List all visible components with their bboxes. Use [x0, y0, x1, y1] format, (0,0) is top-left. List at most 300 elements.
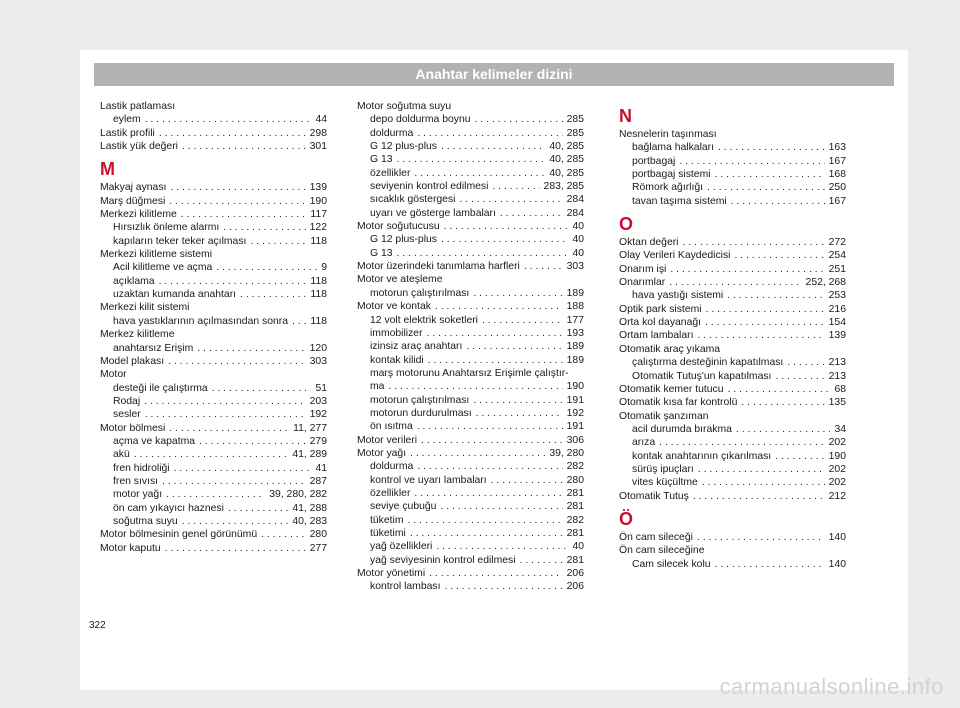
entry-label: seviyenin kontrol edilmesi — [370, 181, 489, 193]
page-reference: 139 — [309, 182, 327, 194]
index-subentry — [100, 382, 327, 395]
entry-label: Motor bölmesi — [100, 422, 166, 434]
index-entry — [100, 422, 327, 435]
dot-leader — [145, 113, 312, 126]
index-entry — [619, 276, 846, 289]
entry-label: Motor soğutucusu — [357, 221, 440, 233]
entry-label: sıcaklık göstergesi — [370, 194, 456, 206]
dot-leader — [475, 113, 563, 126]
index-subentry — [357, 233, 584, 246]
page-reference: 272 — [828, 237, 846, 249]
dot-leader — [159, 127, 306, 140]
entry-label: Ön cam sileceği — [619, 531, 693, 543]
entry-label: yağ seviyesinin kontrol edilmesi — [370, 554, 516, 566]
entry-label: kontrol lambası — [370, 581, 441, 593]
index-subentry — [357, 487, 584, 500]
dot-leader — [397, 153, 546, 166]
dot-leader — [388, 380, 562, 393]
page-reference: 193 — [566, 327, 584, 339]
entry-label: vites küçültme — [632, 477, 698, 489]
index-letter-heading: O — [619, 214, 634, 235]
entry-label: seviye çubuğu — [370, 501, 437, 513]
dot-leader — [520, 554, 563, 567]
index-subentry — [357, 287, 584, 300]
index-entry — [619, 329, 846, 342]
page-reference: 167 — [828, 195, 846, 207]
entry-label: çalıştırma desteğinin kapatılması — [632, 357, 784, 369]
dot-leader — [473, 287, 562, 300]
page-reference: 40 — [572, 541, 584, 553]
dot-leader — [444, 220, 569, 233]
page-reference: 202 — [828, 477, 846, 489]
index-subentry — [357, 394, 584, 407]
dot-leader — [441, 233, 568, 246]
index-entry — [619, 490, 846, 503]
page-reference: 39, 280, 282 — [269, 489, 327, 501]
entry-label: tüketim — [370, 514, 404, 526]
dot-leader — [683, 236, 825, 249]
page-reference: 281 — [566, 487, 584, 499]
index-entry — [100, 248, 327, 261]
entry-label: özellikler — [370, 167, 411, 179]
entry-label: doldurma — [370, 127, 414, 139]
page-reference: 118 — [310, 289, 327, 301]
index-letter-heading: M — [100, 159, 115, 180]
index-subentry — [619, 558, 846, 571]
dot-leader — [731, 195, 825, 208]
dot-leader — [159, 275, 307, 288]
index-entry — [100, 528, 327, 541]
dot-leader — [410, 527, 563, 540]
page-reference: 140 — [828, 558, 846, 570]
page-reference: 190 — [309, 195, 327, 207]
index-subentry — [357, 474, 584, 487]
index-entry — [619, 343, 846, 356]
index-entry — [357, 300, 584, 313]
entry-label: kontrol ve uyarı lambaları — [370, 474, 487, 486]
page-reference: 190 — [566, 381, 584, 393]
entry-label: Motor kaputu — [100, 542, 161, 554]
dot-leader — [162, 475, 306, 488]
entry-label: bağlama halkaları — [632, 142, 715, 154]
entry-label: Motor bölmesinin genel görünümü — [100, 529, 258, 541]
entry-label: 12 volt elektrik soketleri — [370, 314, 478, 326]
page-reference: 212 — [828, 490, 846, 502]
index-subentry — [357, 327, 584, 340]
entry-label: Optik park sistemi — [619, 303, 702, 315]
dot-leader — [216, 261, 317, 274]
dot-leader — [715, 168, 825, 181]
page-reference: 139 — [828, 330, 846, 342]
index-entry — [357, 100, 584, 113]
dot-leader — [417, 420, 563, 433]
entry-label: Merkez kilitleme — [100, 329, 175, 341]
entry-label: Motor yönetimi — [357, 568, 426, 580]
page-reference: 202 — [828, 437, 846, 449]
entry-label: Makyaj aynası — [100, 182, 167, 194]
entry-label: Merkezi kilitleme — [100, 209, 177, 221]
entry-label: motorun çalıştırılması — [370, 394, 470, 406]
dot-leader — [702, 476, 825, 489]
entry-label: Lastik profili — [100, 127, 155, 139]
dot-leader — [491, 474, 563, 487]
dot-leader — [240, 288, 306, 301]
dot-leader — [444, 580, 562, 593]
page-reference: 192 — [566, 407, 584, 419]
page-reference: 118 — [310, 315, 327, 327]
entry-label: kontak kilidi — [370, 354, 424, 366]
index-subentry — [357, 380, 584, 393]
entry-label: doldurma — [370, 461, 414, 473]
index-subentry — [100, 315, 327, 328]
entry-label: Motor ve kontak — [357, 301, 431, 313]
index-entry — [357, 260, 584, 273]
dot-leader — [169, 195, 305, 208]
dot-leader — [250, 235, 306, 248]
page-reference: 120 — [309, 342, 327, 354]
page-reference: 280 — [309, 529, 327, 541]
entry-label: G 13 — [370, 154, 393, 166]
dot-leader — [715, 558, 825, 571]
index-entry — [100, 208, 327, 221]
index-entry — [100, 195, 327, 208]
dot-leader — [440, 500, 562, 513]
index-subentry — [357, 153, 584, 166]
index-subentry-label: marş motorunu Anahtarsız Erişimle çalıştır- — [370, 367, 569, 379]
index-entry — [357, 567, 584, 580]
entry-label: Cam silecek kolu — [632, 558, 711, 570]
entry-label: portbagaj — [632, 155, 676, 167]
dot-leader — [698, 463, 825, 476]
dot-leader — [144, 395, 306, 408]
index-entry — [100, 181, 327, 194]
page-reference: 41, 288 — [292, 502, 327, 514]
page-reference: 41, 289 — [292, 449, 327, 461]
dot-leader — [174, 462, 312, 475]
entry-label: ön ısıtma — [370, 421, 413, 433]
index-entry — [619, 263, 846, 276]
entry-label: ön cam yıkayıcı haznesi — [113, 502, 224, 514]
index-subentry — [619, 195, 846, 208]
entry-label: Motor verileri — [357, 434, 418, 446]
entry-label: tavan taşıma sistemi — [632, 195, 727, 207]
entry-label: acil durumda bırakma — [632, 423, 732, 435]
dot-leader — [414, 487, 562, 500]
entry-label: G 13 — [370, 247, 393, 259]
index-subentry — [619, 155, 846, 168]
index-subentry — [619, 370, 846, 383]
index-entry — [100, 140, 327, 153]
page-reference: 40, 285 — [549, 141, 584, 153]
index-column-1 — [100, 100, 327, 555]
index-entry — [100, 328, 327, 341]
index-subentry — [357, 420, 584, 433]
dot-leader — [705, 316, 825, 329]
page-reference: 167 — [828, 155, 846, 167]
dot-leader — [736, 423, 831, 436]
entry-label: eylem — [113, 114, 141, 126]
entry-label: Otomatik araç yıkama — [619, 343, 721, 355]
entry-label: Model plakası — [100, 355, 165, 367]
index-entry — [100, 542, 327, 555]
entry-label: özellikler — [370, 487, 411, 499]
entry-label: ma — [370, 381, 385, 393]
entry-label: uzaktan kumanda anahtarı — [113, 289, 237, 301]
dot-leader — [429, 567, 563, 580]
dot-leader — [436, 540, 568, 553]
dot-leader — [228, 502, 288, 515]
page-reference: 118 — [310, 235, 327, 247]
index-subentry — [357, 207, 584, 220]
page-reference: 216 — [828, 303, 846, 315]
index-entry — [619, 236, 846, 249]
index-subentry — [619, 436, 846, 449]
index-letter-heading: N — [619, 106, 632, 126]
index-subentry — [357, 247, 584, 260]
dot-leader — [492, 180, 539, 193]
entry-label: Römork ağırlığı — [632, 182, 704, 194]
page-reference: 303 — [309, 355, 327, 367]
index-subentry — [100, 488, 327, 501]
page-reference: 285 — [566, 127, 584, 139]
index-subentry — [357, 180, 584, 193]
entry-label: Otomatik Tutuş'un kapatılması — [632, 370, 772, 382]
entry-label: anahtarsız Erişim — [113, 342, 194, 354]
dot-leader — [466, 340, 562, 353]
page-reference: 251 — [828, 263, 846, 275]
page-reference: 192 — [309, 409, 327, 421]
page-reference: 191 — [566, 394, 584, 406]
index-entry — [619, 249, 846, 262]
index-entry — [100, 100, 327, 113]
dot-leader — [421, 434, 563, 447]
index-subentry — [100, 261, 327, 274]
entry-label: Motor yağı — [357, 447, 407, 459]
entry-label: Ortam lambaları — [619, 330, 694, 342]
entry-label: Onarımlar — [619, 277, 666, 289]
page-reference: 51 — [315, 382, 327, 394]
dot-leader — [669, 276, 801, 289]
page-reference: 40, 285 — [549, 167, 584, 179]
page-reference: 284 — [566, 194, 584, 206]
page-reference: 306 — [566, 434, 584, 446]
page-reference: 40, 285 — [549, 154, 584, 166]
page-reference: 191 — [566, 421, 584, 433]
page-reference: 282 — [566, 461, 584, 473]
dot-leader — [706, 303, 825, 316]
index-subentry — [357, 193, 584, 206]
page-reference: 189 — [566, 341, 584, 353]
dot-leader — [410, 447, 545, 460]
page-reference: 281 — [566, 501, 584, 513]
index-subentry — [619, 450, 846, 463]
entry-label: Hırsızlık önleme alarmı — [113, 222, 220, 234]
dot-leader — [435, 300, 563, 313]
page-reference: 253 — [828, 290, 846, 302]
entry-label: soğutma suyu — [113, 515, 178, 527]
entry-label: Otomatik kemer tutucu — [619, 383, 724, 395]
dot-leader — [292, 315, 306, 328]
entry-label: akü — [113, 449, 130, 461]
index-subentry — [357, 554, 584, 567]
page-reference: 189 — [566, 354, 584, 366]
entry-label: izinsiz araç anahtarı — [370, 341, 463, 353]
page-reference: 135 — [828, 397, 846, 409]
page-reference: 44 — [315, 114, 327, 126]
index-subentry — [357, 314, 584, 327]
page-reference: 281 — [566, 554, 584, 566]
index-subentry — [100, 502, 327, 515]
page-reference: 303 — [566, 261, 584, 273]
index-subentry — [100, 395, 327, 408]
index-subentry — [357, 514, 584, 527]
index-column-2 — [357, 100, 584, 594]
dot-leader — [670, 263, 824, 276]
index-subentry — [357, 500, 584, 513]
page-reference: 281 — [566, 528, 584, 539]
page-reference: 284 — [566, 207, 584, 219]
page-reference: 41 — [315, 462, 327, 474]
dot-leader — [223, 221, 305, 234]
dot-leader — [775, 450, 824, 463]
index-subentry — [357, 407, 584, 420]
dot-leader — [679, 155, 824, 168]
entry-label: fren sıvısı — [113, 475, 159, 487]
dot-leader — [734, 249, 824, 262]
entry-label: Motor üzerindeki tanımlama harfleri — [357, 261, 520, 273]
page-reference: 254 — [828, 250, 846, 262]
dot-leader — [397, 247, 569, 260]
entry-label: Ön cam sileceğine — [619, 545, 705, 557]
index-subentry — [100, 515, 327, 528]
index-subentry — [357, 127, 584, 140]
index-subentry — [357, 167, 584, 180]
index-subentry — [357, 527, 584, 540]
page-reference: 203 — [309, 395, 327, 407]
index-subentry — [357, 140, 584, 153]
page-reference: 39, 280 — [549, 447, 584, 459]
dot-leader — [417, 127, 562, 140]
page-reference: 168 — [828, 169, 846, 181]
entry-label: hava yastıklarının açılmasından sonra — [113, 315, 289, 327]
index-entry — [619, 544, 846, 557]
page-reference: 206 — [566, 568, 584, 580]
dot-leader — [693, 490, 825, 503]
entry-label: Oktan değeri — [619, 237, 679, 249]
page-reference: 11, 277 — [293, 422, 327, 434]
index-column-3 — [619, 100, 846, 571]
page-reference: 190 — [828, 450, 846, 462]
entry-label: Rodaj — [113, 395, 141, 407]
index-subentry — [619, 289, 846, 302]
entry-label: Otomatik kısa far kontrolü — [619, 397, 738, 409]
dot-leader — [728, 383, 831, 396]
entry-label: Marş düğmesi — [100, 195, 166, 207]
manual-page — [80, 50, 908, 690]
entry-label: Olay Verileri Kaydedicisi — [619, 250, 731, 262]
index-entry — [619, 410, 846, 423]
page-reference: 277 — [309, 542, 327, 554]
entry-label: yağ özellikleri — [370, 541, 433, 553]
index-letter-heading: Ö — [619, 508, 634, 529]
entry-label: Otomatik Tutuş — [619, 490, 689, 502]
dot-leader — [199, 435, 306, 448]
page-reference: 301 — [309, 141, 327, 153]
dot-leader — [408, 514, 563, 527]
entry-label: fren hidroliği — [113, 462, 170, 474]
dot-leader — [524, 260, 563, 273]
page-reference: 283, 285 — [543, 181, 584, 193]
dot-leader — [476, 407, 563, 420]
index-subentry — [100, 113, 327, 126]
entry-label: Lastik patlaması — [100, 101, 176, 112]
index-subentry — [100, 462, 327, 475]
dot-leader — [414, 167, 545, 180]
index-entry — [619, 303, 846, 316]
dot-leader — [165, 542, 306, 555]
index-entry — [100, 355, 327, 368]
dot-leader — [134, 448, 289, 461]
page-reference: 250 — [828, 182, 846, 194]
index-subentry — [100, 435, 327, 448]
index-entry — [357, 220, 584, 233]
entry-label: Motor soğutma suyu — [357, 101, 452, 112]
page-header: Anahtar kelimeler dizini — [94, 63, 894, 86]
index-subentry — [100, 448, 327, 461]
index-subentry — [357, 113, 584, 126]
entry-label: motorun durdurulması — [370, 407, 472, 419]
index-entry — [619, 396, 846, 409]
entry-label: Motor ve ateşleme — [357, 274, 443, 286]
page-reference: 34 — [834, 423, 846, 435]
dot-leader — [459, 193, 562, 206]
dot-leader — [727, 289, 824, 302]
index-subentry — [357, 540, 584, 553]
index-subentry — [619, 181, 846, 194]
entry-label: Orta kol dayanağı — [619, 317, 702, 329]
index-subentry — [619, 168, 846, 181]
dot-leader — [741, 396, 824, 409]
dot-leader — [261, 528, 306, 541]
page-reference: 282 — [566, 514, 584, 526]
page-reference: 213 — [828, 357, 846, 369]
page-reference: 280 — [566, 474, 584, 486]
dot-leader — [181, 208, 307, 221]
entry-label: sesler — [113, 409, 141, 421]
page-reference: 285 — [566, 114, 584, 126]
entry-label: Merkezi kilitleme sistemi — [100, 249, 213, 261]
index-subentry — [100, 475, 327, 488]
entry-label: kontak anahtarının çıkarılması — [632, 450, 772, 462]
index-subentry — [100, 342, 327, 355]
entry-label: depo doldurma boynu — [370, 114, 471, 126]
index-subentry — [100, 275, 327, 288]
dot-leader — [166, 488, 265, 501]
watermark: carmanualsonline.info — [719, 674, 944, 699]
index-entry — [100, 127, 327, 140]
page-number: 322 — [89, 620, 106, 631]
entry-label: Motor — [100, 369, 127, 381]
index-entry — [357, 434, 584, 447]
index-subentry — [619, 141, 846, 154]
index-subentry — [619, 356, 846, 369]
index-entry — [619, 128, 846, 141]
dot-leader — [473, 394, 562, 407]
index-subentry — [619, 463, 846, 476]
page-reference: 177 — [566, 314, 584, 326]
page-reference: 188 — [566, 301, 584, 313]
dot-leader — [775, 370, 824, 383]
